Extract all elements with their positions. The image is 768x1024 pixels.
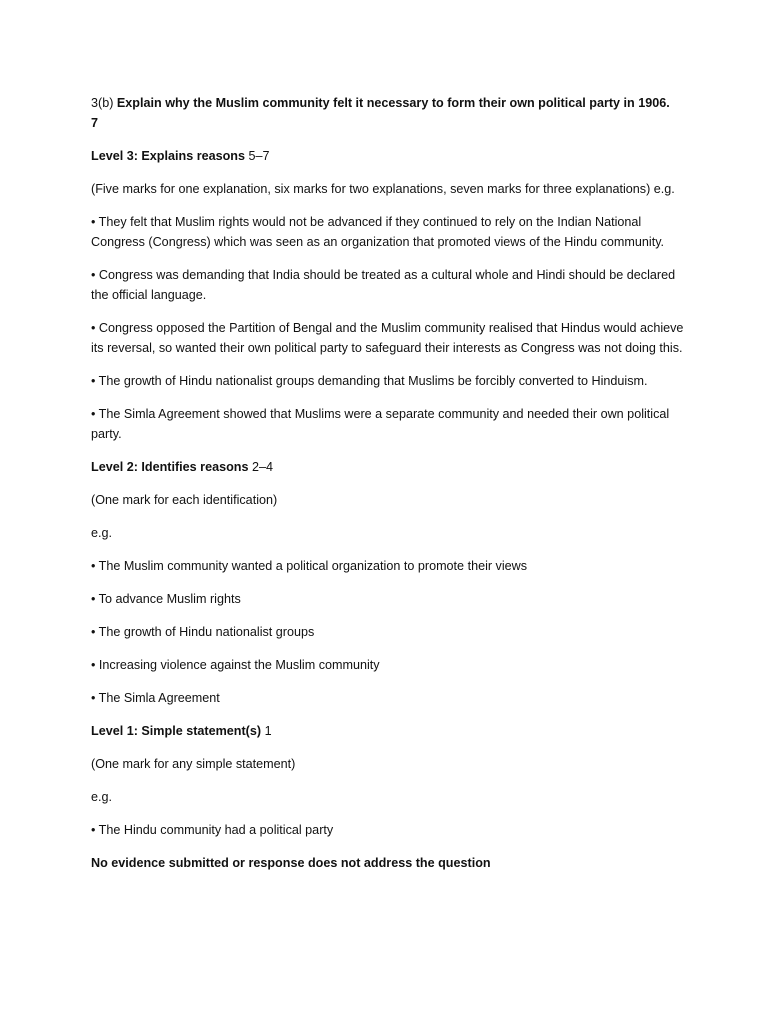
level3-heading bbox=[91, 146, 691, 166]
document-page bbox=[91, 93, 691, 886]
level2-eg: e.g. bbox=[91, 526, 113, 540]
level3-title: Level 3: Explains reasons bbox=[91, 149, 245, 163]
question-text: Explain why the Muslim community felt it necessary to form their own political party in 1906. bbox=[116, 96, 670, 110]
level2-bullet: • The Simla Agreement bbox=[91, 691, 220, 705]
level2-bullet: • To advance Muslim rights bbox=[91, 592, 241, 606]
question-marks: 7 bbox=[91, 116, 99, 130]
level3-note: (Five marks for one explanation, six marks for two explanations, seven marks for three explanations) e.g. bbox=[91, 182, 675, 196]
level2-note: (One mark for each identification) bbox=[91, 493, 278, 507]
level3-bullet: • Congress was demanding that India should be treated as a cultural whole and Hindi should be declared the official language. bbox=[91, 268, 676, 302]
level2-title: Level 2: Identifies reasons bbox=[91, 460, 249, 474]
level1-bullet: • The Hindu community had a political party bbox=[91, 823, 334, 837]
level3-range: 5–7 bbox=[248, 149, 270, 163]
level1-title: Level 1: Simple statement(s) bbox=[91, 724, 262, 738]
level3-bullet: • The Simla Agreement showed that Muslims were a separate community and needed their own political party. bbox=[91, 407, 670, 441]
level1-eg: e.g. bbox=[91, 790, 113, 804]
question-number: 3(b) bbox=[91, 96, 114, 110]
level2-bullet: • The growth of Hindu nationalist groups bbox=[91, 625, 315, 639]
level3-bullet: • Congress opposed the Partition of Bengal and the Muslim community realised that Hindus would achieve its reversal, so wanted their own political party to safeguard their interests as Congress was not doing this. bbox=[91, 321, 684, 355]
no-evidence-statement: No evidence submitted or response does not address the question bbox=[91, 856, 491, 870]
level2-bullet: • The Muslim community wanted a political organization to promote their views bbox=[91, 559, 528, 573]
question-heading bbox=[91, 93, 691, 133]
level1-heading bbox=[91, 721, 691, 741]
level3-bullet: • They felt that Muslim rights would not be advanced if they continued to rely on the Indian National Congress (Congress) which was seen as an organization that promoted views of the Hindu community. bbox=[91, 215, 665, 249]
level1-note: (One mark for any simple statement) bbox=[91, 757, 296, 771]
level2-bullet: • Increasing violence against the Muslim community bbox=[91, 658, 380, 672]
level2-heading bbox=[91, 457, 691, 477]
level2-range: 2–4 bbox=[251, 460, 273, 474]
level3-bullet: • The growth of Hindu nationalist groups demanding that Muslims be forcibly converted to Hinduism. bbox=[91, 374, 648, 388]
level1-range: 1 bbox=[264, 724, 272, 738]
